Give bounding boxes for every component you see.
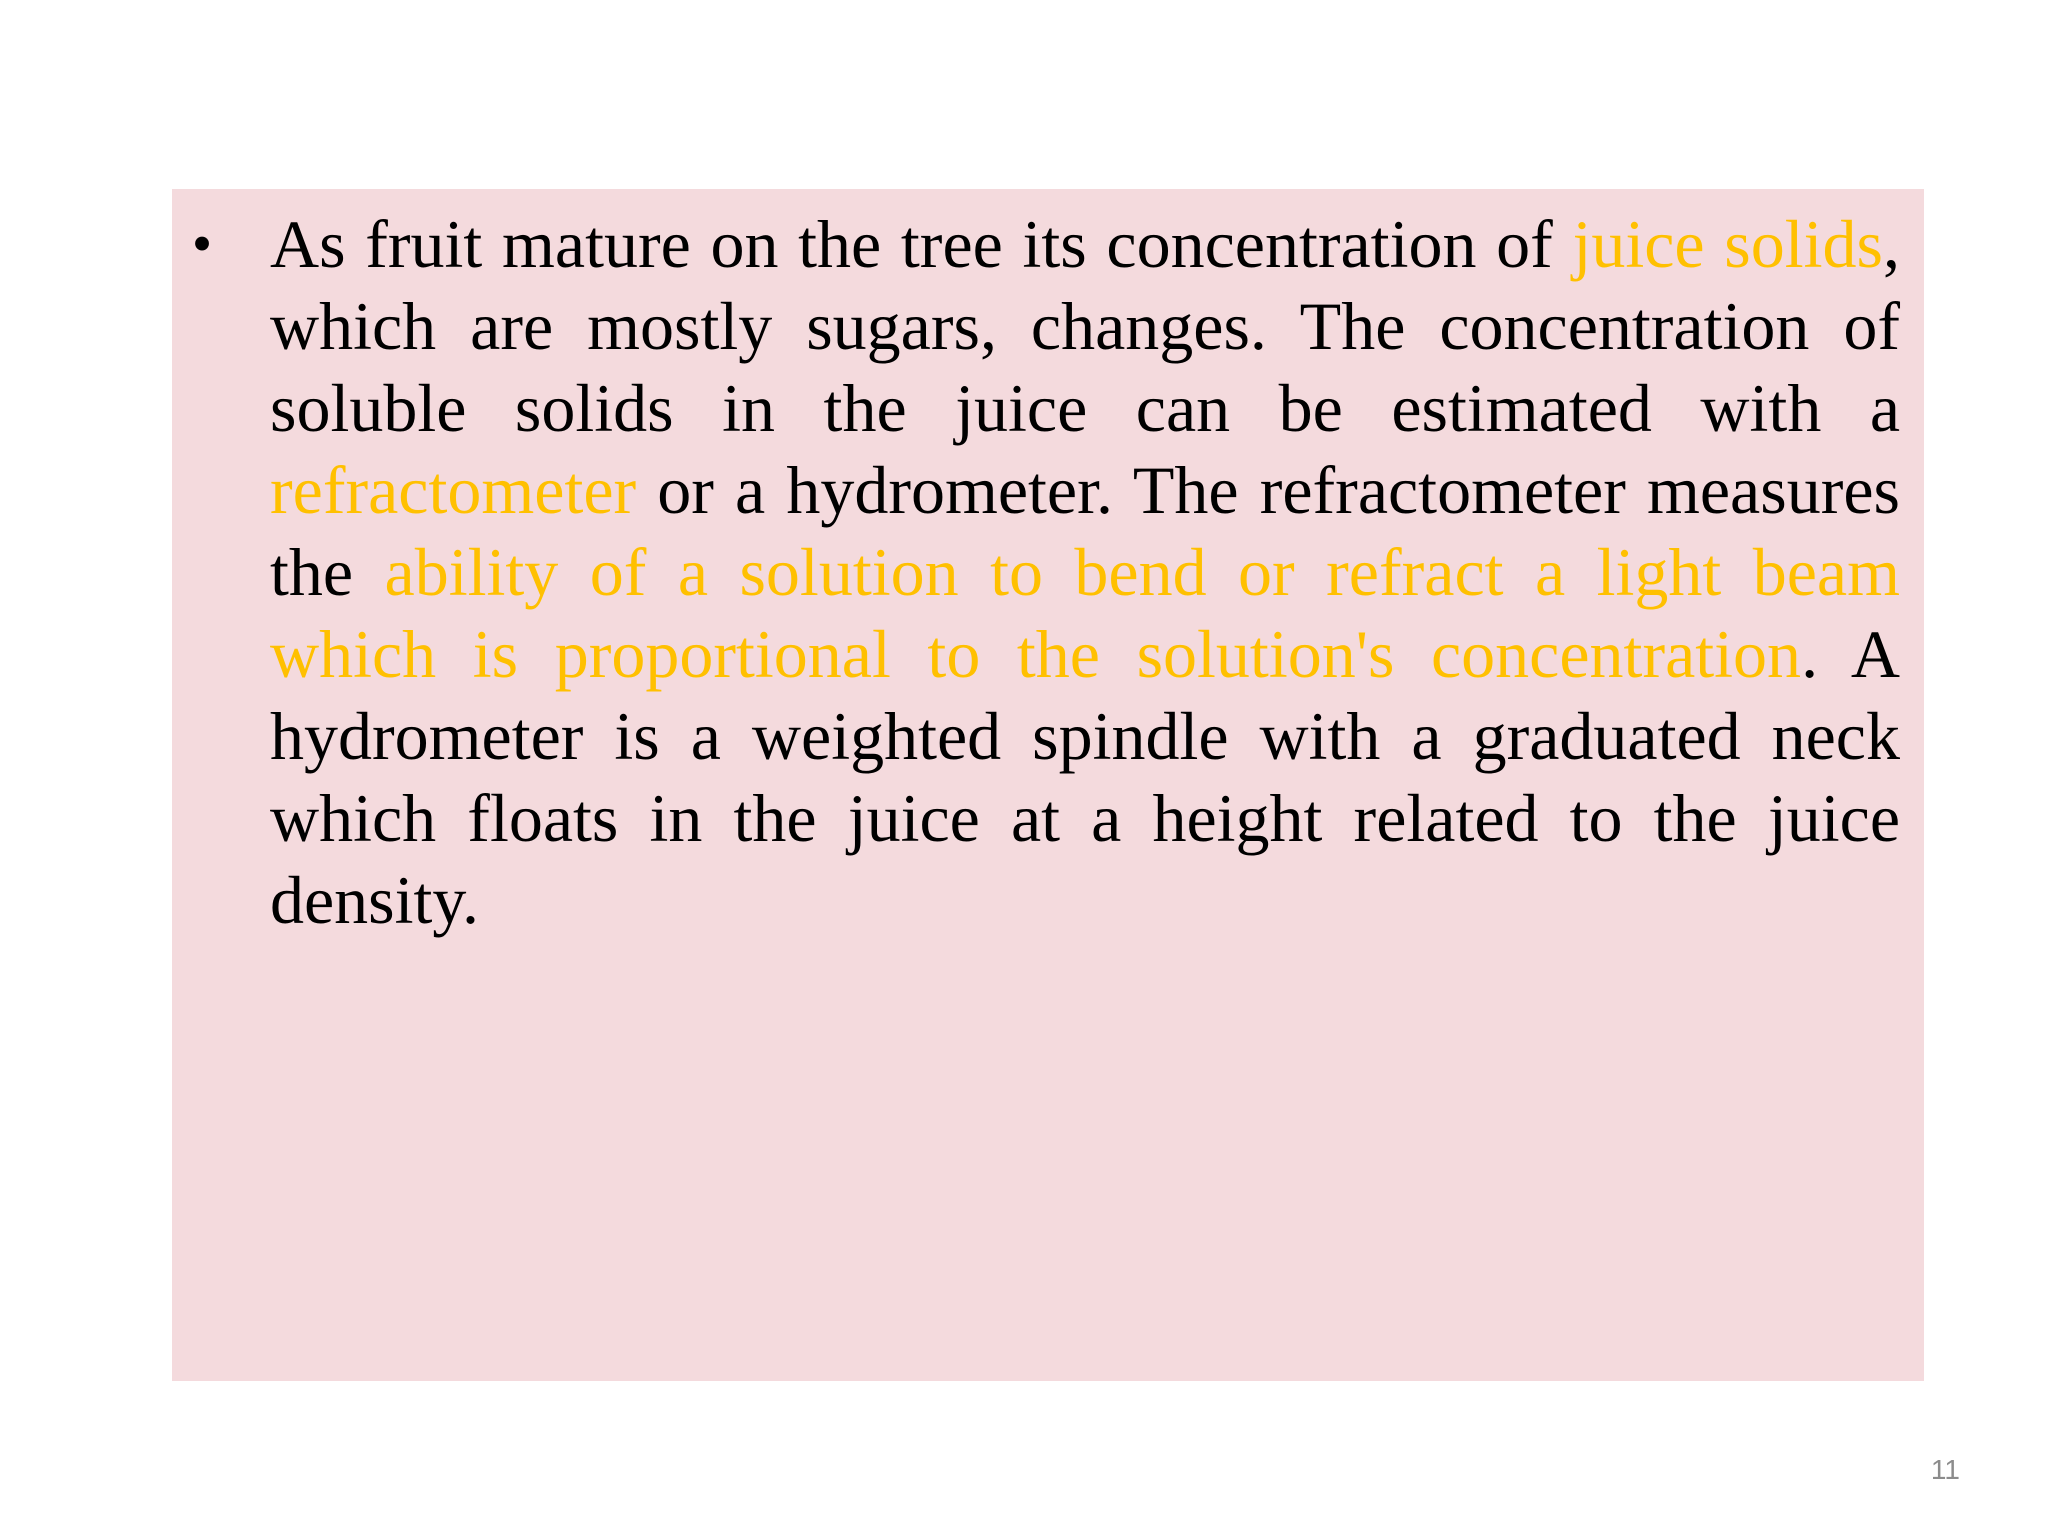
text-segment-3: or a hydrometer. The refractometer measures the bbox=[270, 452, 1900, 610]
bullet-item bbox=[191, 203, 1901, 941]
text-segment-2: , which are mostly sugars, changes. The concentration of soluble solids in the juice can be estimated with a bbox=[270, 206, 1901, 446]
page-number: 11 bbox=[1930, 1454, 1960, 1485]
text-segment-1: As fruit mature on the tree its concentration of bbox=[270, 206, 1573, 282]
text-segment-4: . A hydrometer is a weighted spindle with a graduated neck which floats in the juice at a height related to the juice density. bbox=[270, 616, 1901, 938]
content-box bbox=[172, 189, 1924, 1381]
bullet-marker: • bbox=[191, 211, 213, 276]
highlight-refraction-definition: ability of a solution to bend or refract a light beam which is proportional to the solution's concentration bbox=[270, 534, 1900, 692]
highlight-refractometer: refractometer bbox=[270, 452, 637, 528]
highlight-juice-solids: juice solids bbox=[1572, 206, 1884, 282]
